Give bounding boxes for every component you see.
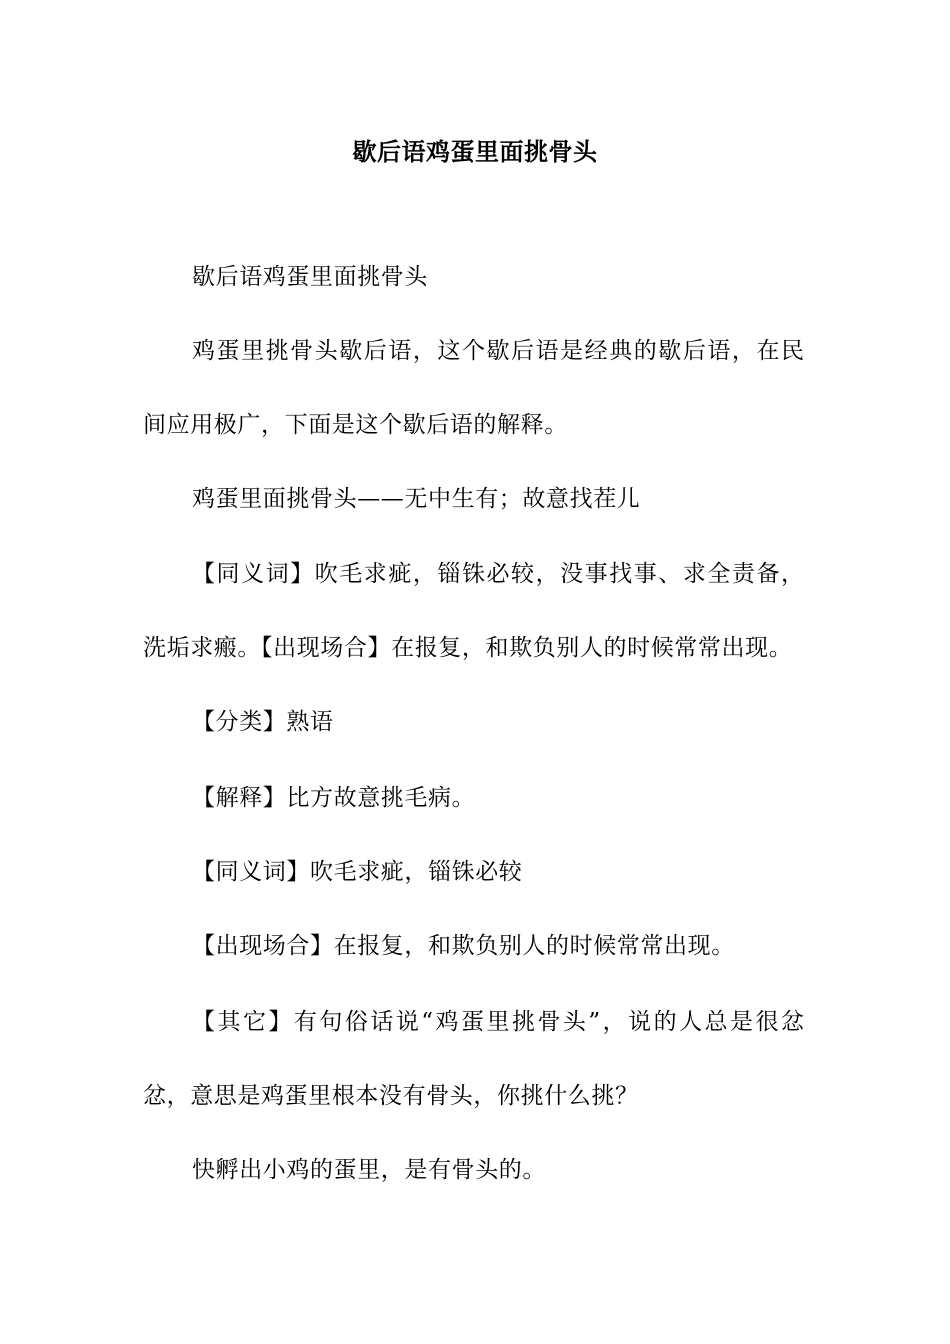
paragraph-line: 洗垢求瘢。【出现场合】在报复，和欺负别人的时候常常出现。 — [143, 635, 793, 661]
paragraph-line: 快孵出小鸡的蛋里，是有骨头的。 — [192, 1157, 546, 1183]
paragraph-line: 鸡蛋里挑骨头歇后语，这个歇后语是经典的歇后语，在民 — [192, 338, 804, 364]
paragraph-line: 【其它】有句俗话说“鸡蛋里挑骨头”，说的人总是很忿 — [192, 1009, 804, 1035]
paragraph-line: 鸡蛋里面挑骨头——无中生有；故意找茬儿 — [192, 486, 641, 512]
paragraph-line: 【出现场合】在报复，和欺负别人的时候常常出现。 — [192, 933, 735, 959]
paragraph-line: 【分类】熟语 — [192, 709, 334, 735]
paragraph-line: 歇后语鸡蛋里面挑骨头 — [192, 264, 428, 290]
paragraph-line: 间应用极广，下面是这个歇后语的解释。 — [143, 412, 568, 438]
document-title: 歇后语鸡蛋里面挑骨头 — [352, 137, 598, 166]
paragraph-line: 【解释】比方故意挑毛病。 — [192, 785, 476, 811]
paragraph-line: 【同义词】吹毛求疵，锱铢必较，没事找事、求全责备， — [192, 561, 804, 587]
paragraph-line: 忿，意思是鸡蛋里根本没有骨头，你挑什么挑？ — [143, 1083, 639, 1109]
paragraph-line: 【同义词】吹毛求疵，锱铢必较 — [192, 859, 523, 885]
